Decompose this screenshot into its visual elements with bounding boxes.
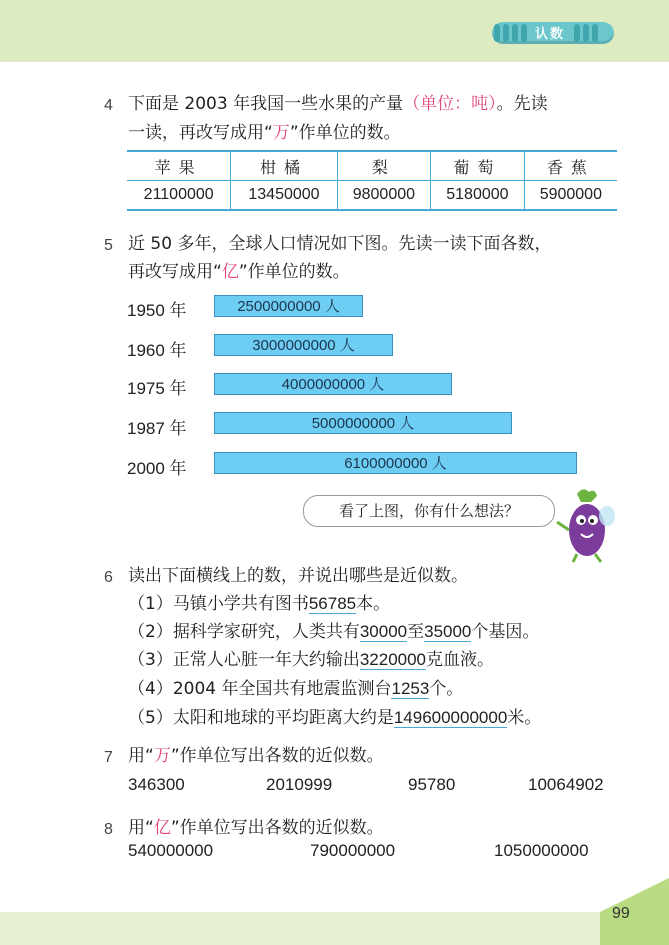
q6-item <box>128 648 494 672</box>
q7-number: 2010999 <box>266 775 333 794</box>
q4-line-1 <box>128 92 548 116</box>
bar-year-label: 1975 年 <box>127 379 187 398</box>
q4-line-2 <box>128 121 401 145</box>
q6-item-label: （2）据科学家研究，人类共有 <box>128 622 360 642</box>
q7-number: 10064902 <box>528 775 604 794</box>
bar-year-label: 1987 年 <box>127 419 187 438</box>
q7-number: 95780 <box>408 775 456 794</box>
q8-text: ”作单位写出各数的近似数。 <box>170 818 384 838</box>
underlined-number: 149600000000 <box>393 708 508 727</box>
q8-unit: 亿 <box>153 818 171 838</box>
q6-item <box>128 620 539 644</box>
q6-item-label: （5）太阳和地球的平均距离大约是 <box>128 708 394 728</box>
q8-number: 790000000 <box>310 841 396 860</box>
table-header-cell: 葡萄 <box>431 151 525 181</box>
q5-text: ”作单位的数。 <box>238 262 350 282</box>
page-number: 99 <box>612 905 630 922</box>
q7-number: 346300 <box>128 775 185 794</box>
q7-text: 用“ <box>128 746 154 766</box>
q6-item-tail: 个。 <box>429 679 464 699</box>
table-header-cell: 柑橘 <box>231 151 337 181</box>
underlined-number: 3220000 <box>359 650 427 669</box>
q7-title <box>128 744 384 768</box>
table-header-cell: 梨 <box>337 151 431 181</box>
table-row <box>127 181 617 211</box>
question-number: 4 <box>104 97 113 114</box>
population-bar: 2500000000 人 <box>214 295 363 317</box>
table-header-cell: 香蕉 <box>524 151 617 181</box>
q4-unit-note: （单位：吨） <box>403 94 497 114</box>
q5-line-2 <box>128 260 350 284</box>
q6-item <box>128 706 541 730</box>
eggplant-mascot-icon <box>555 486 625 564</box>
table-cell: 9800000 <box>337 181 431 211</box>
q6-item <box>128 677 463 701</box>
underlined-number: 30000 <box>359 622 408 641</box>
q6-item-tail: 克血液。 <box>426 650 495 670</box>
q8-number: 540000000 <box>128 841 214 860</box>
header-wave-decoration <box>0 40 669 70</box>
footer-band <box>0 912 669 945</box>
underlined-number: 56785 <box>308 594 357 613</box>
underlined-number: 35000 <box>424 622 472 641</box>
question-number: 6 <box>104 569 113 586</box>
population-bar: 4000000000 人 <box>214 373 452 395</box>
q4-text: 一读，再改写成用“ <box>128 123 273 143</box>
table-cell: 13450000 <box>231 181 337 211</box>
population-bar: 3000000000 人 <box>214 334 393 356</box>
q6-title: 读出下面横线上的数，并说出哪些是近似数。 <box>128 566 468 586</box>
page-corner-decoration <box>600 878 669 945</box>
q6-item-tail: 本。 <box>356 594 391 614</box>
table-header-row <box>127 151 617 181</box>
underlined-number: 1253 <box>391 679 430 698</box>
q8-number: 1050000000 <box>494 841 589 860</box>
q4-text: ”作单位的数。 <box>289 123 401 143</box>
population-bar: 5000000000 人 <box>214 412 512 434</box>
q5-text: 再改写成用“ <box>128 262 222 282</box>
question-number: 5 <box>104 237 113 254</box>
bar-year-label: 2000 年 <box>127 459 187 478</box>
fruit-production-table <box>127 150 617 211</box>
q5-unit: 亿 <box>221 262 239 282</box>
question-number: 8 <box>104 821 113 838</box>
bar-year-label: 1950 年 <box>127 301 187 320</box>
q5-line-1: 近 50 多年，全球人口情况如下图。先读一读下面各数， <box>128 234 552 254</box>
table-cell: 5900000 <box>524 181 617 211</box>
q6-item-mid: 至 <box>407 622 425 642</box>
population-bar: 6100000000 人 <box>214 452 577 474</box>
q8-title <box>128 816 384 840</box>
q6-item-label: （1）马镇小学共有图书 <box>128 594 309 614</box>
q4-text: 下面是 2003 年我国一些水果的产量 <box>128 94 404 114</box>
q7-text: ”作单位写出各数的近似数。 <box>170 746 384 766</box>
table-header-cell: 苹果 <box>127 151 231 181</box>
q6-item-tail: 个基因。 <box>471 622 540 642</box>
q6-item-tail: 米。 <box>507 708 542 728</box>
q8-text: 用“ <box>128 818 154 838</box>
table-cell: 21100000 <box>127 181 231 211</box>
table-cell: 5180000 <box>431 181 525 211</box>
q6-item <box>128 592 390 616</box>
q6-item-label: （4）2004 年全国共有地震监测台 <box>128 679 392 699</box>
q4-unit: 万 <box>272 123 290 143</box>
bar-year-label: 1960 年 <box>127 341 187 360</box>
q7-unit: 万 <box>153 746 171 766</box>
question-number: 7 <box>104 749 113 766</box>
speech-bubble: 看了上图，你有什么想法？ <box>303 495 555 527</box>
q6-item-label: （3）正常人心脏一年大约输出 <box>128 650 360 670</box>
section-tag-label: 认数 <box>535 27 566 42</box>
q4-text: 。先读 <box>496 94 548 114</box>
